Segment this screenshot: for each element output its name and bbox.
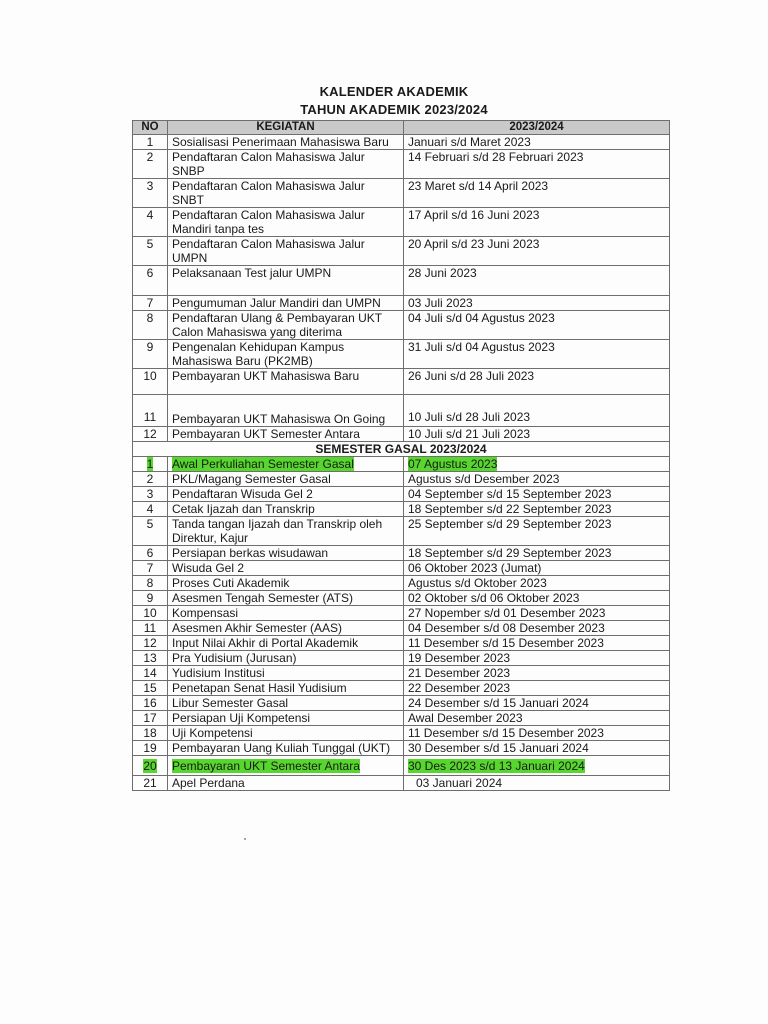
row-kegiatan: Pendaftaran Wisuda Gel 2 <box>168 487 404 502</box>
table-row <box>133 741 670 756</box>
row-tanggal: 11 Desember s/d 15 Desember 2023 <box>404 636 670 651</box>
row-no: 5 <box>133 517 168 546</box>
row-kegiatan <box>168 457 404 472</box>
row-kegiatan: Cetak Ijazah dan Transkrip <box>168 502 404 517</box>
table-row <box>133 681 670 696</box>
row-tanggal: 25 September s/d 29 September 2023 <box>404 517 670 546</box>
highlight-mark: 30 Des 2023 s/d 13 Januari 2024 <box>408 759 585 773</box>
table-row <box>133 237 670 266</box>
row-tanggal: 18 September s/d 22 September 2023 <box>404 502 670 517</box>
row-no: 12 <box>133 636 168 651</box>
row-no: 5 <box>133 237 168 266</box>
table-row <box>133 296 670 311</box>
row-no: 6 <box>133 546 168 561</box>
row-tanggal: 28 Juni 2023 <box>404 266 670 296</box>
header-kegiatan: KEGIATAN <box>168 121 404 135</box>
row-kegiatan: Pembayaran UKT Mahasiswa On Going <box>168 395 404 427</box>
table-row <box>133 150 670 179</box>
row-kegiatan: Pra Yudisium (Jurusan) <box>168 651 404 666</box>
row-kegiatan: PKL/Magang Semester Gasal <box>168 472 404 487</box>
row-no: 18 <box>133 726 168 741</box>
row-tanggal: 22 Desember 2023 <box>404 681 670 696</box>
table-row <box>133 427 670 442</box>
table-row <box>133 726 670 741</box>
row-tanggal: 10 Juli s/d 21 Juli 2023 <box>404 427 670 442</box>
row-kegiatan: Pendaftaran Calon Mahasiswa Jalur SNBT <box>168 179 404 208</box>
row-kegiatan <box>168 756 404 776</box>
row-tanggal: 04 September s/d 15 September 2023 <box>404 487 670 502</box>
group-semester-gasal <box>133 457 670 791</box>
highlight-mark: 1 <box>146 457 154 471</box>
row-kegiatan: Pembayaran Uang Kuliah Tunggal (UKT) <box>168 741 404 756</box>
table-row <box>133 776 670 791</box>
row-kegiatan: Tanda tangan Ijazah dan Transkrip oleh Direktur, Kajur <box>168 517 404 546</box>
row-tanggal: 17 April s/d 16 Juni 2023 <box>404 208 670 237</box>
row-no: 19 <box>133 741 168 756</box>
highlight-mark: 20 <box>143 759 157 773</box>
table-row <box>133 487 670 502</box>
row-tanggal: 04 Desember s/d 08 Desember 2023 <box>404 621 670 636</box>
header-period: 2023/2024 <box>404 121 670 135</box>
row-tanggal: Agustus s/d Desember 2023 <box>404 472 670 487</box>
row-kegiatan: Kompensasi <box>168 606 404 621</box>
table-row <box>133 756 670 776</box>
row-tanggal: 14 Februari s/d 28 Februari 2023 <box>404 150 670 179</box>
row-no: 8 <box>133 311 168 340</box>
row-tanggal: 06 Oktober 2023 (Jumat) <box>404 561 670 576</box>
row-kegiatan: Proses Cuti Akademik <box>168 576 404 591</box>
table-row <box>133 472 670 487</box>
row-kegiatan: Pengenalan Kehidupan Kampus Mahasiswa Baru (PK2MB) <box>168 340 404 369</box>
table-row <box>133 591 670 606</box>
row-no <box>133 756 168 776</box>
table-row <box>133 621 670 636</box>
row-kegiatan: Persiapan berkas wisudawan <box>168 546 404 561</box>
scan-speck <box>244 838 246 840</box>
row-tanggal: 30 Desember s/d 15 Januari 2024 <box>404 741 670 756</box>
table-row <box>133 696 670 711</box>
table-row <box>133 311 670 340</box>
table-row <box>133 636 670 651</box>
table-row <box>133 179 670 208</box>
row-no: 16 <box>133 696 168 711</box>
row-no <box>133 457 168 472</box>
row-no: 2 <box>133 150 168 179</box>
row-tanggal: 23 Maret s/d 14 April 2023 <box>404 179 670 208</box>
table-header-row <box>133 121 670 135</box>
row-tanggal: 31 Juli s/d 04 Agustus 2023 <box>404 340 670 369</box>
document-title: KALENDER AKADEMIK <box>319 84 469 99</box>
table-row <box>133 369 670 395</box>
row-kegiatan: Uji Kompetensi <box>168 726 404 741</box>
row-tanggal: 02 Oktober s/d 06 Oktober 2023 <box>404 591 670 606</box>
row-tanggal: 21 Desember 2023 <box>404 666 670 681</box>
table-row <box>133 546 670 561</box>
section-row <box>133 442 670 457</box>
row-kegiatan: Asesmen Akhir Semester (AAS) <box>168 621 404 636</box>
table-row <box>133 651 670 666</box>
row-kegiatan: Pembayaran UKT Mahasiswa Baru <box>168 369 404 395</box>
row-no: 13 <box>133 651 168 666</box>
row-kegiatan: Yudisium Institusi <box>168 666 404 681</box>
table-row <box>133 517 670 546</box>
row-tanggal: 11 Desember s/d 15 Desember 2023 <box>404 726 670 741</box>
table-row <box>133 502 670 517</box>
table-row <box>133 606 670 621</box>
row-no: 15 <box>133 681 168 696</box>
row-kegiatan: Persiapan Uji Kompetensi <box>168 711 404 726</box>
row-tanggal: 03 Juli 2023 <box>404 296 670 311</box>
row-kegiatan: Pendaftaran Calon Mahasiswa Jalur Mandiri tanpa tes <box>168 208 404 237</box>
row-tanggal: 04 Juli s/d 04 Agustus 2023 <box>404 311 670 340</box>
row-no: 17 <box>133 711 168 726</box>
row-tanggal <box>404 756 670 776</box>
row-no: 12 <box>133 427 168 442</box>
row-no: 4 <box>133 502 168 517</box>
row-no: 2 <box>133 472 168 487</box>
highlight-mark: Awal Perkuliahan Semester Gasal <box>172 457 354 471</box>
row-no: 7 <box>133 296 168 311</box>
row-kegiatan: Pendaftaran Calon Mahasiswa Jalur UMPN <box>168 237 404 266</box>
row-tanggal: 10 Juli s/d 28 Juli 2023 <box>404 395 670 427</box>
row-tanggal: Awal Desember 2023 <box>404 711 670 726</box>
table-row <box>133 457 670 472</box>
row-tanggal <box>404 457 670 472</box>
row-kegiatan: Wisuda Gel 2 <box>168 561 404 576</box>
row-no: 10 <box>133 369 168 395</box>
row-no: 3 <box>133 179 168 208</box>
table-row <box>133 208 670 237</box>
highlight-mark: Pembayaran UKT Semester Antara <box>172 759 360 773</box>
table-row <box>133 135 670 150</box>
row-kegiatan: Pendaftaran Ulang & Pembayaran UKT Calon Mahasiswa yang diterima <box>168 311 404 340</box>
table-row <box>133 266 670 296</box>
highlight-mark: 07 Agustus 2023 <box>408 457 498 471</box>
header-no: NO <box>133 121 168 135</box>
row-kegiatan: Libur Semester Gasal <box>168 696 404 711</box>
academic-calendar-table <box>132 120 670 791</box>
row-no: 10 <box>133 606 168 621</box>
row-kegiatan: Input Nilai Akhir di Portal Akademik <box>168 636 404 651</box>
row-tanggal: 03 Januari 2024 <box>404 776 670 791</box>
row-tanggal: Agustus s/d Oktober 2023 <box>404 576 670 591</box>
row-no: 3 <box>133 487 168 502</box>
table-row <box>133 340 670 369</box>
row-no: 9 <box>133 340 168 369</box>
row-kegiatan: Pembayaran UKT Semester Antara <box>168 427 404 442</box>
table-row <box>133 711 670 726</box>
row-kegiatan: Apel Perdana <box>168 776 404 791</box>
section-title: SEMESTER GASAL 2023/2024 <box>133 442 670 457</box>
table-row <box>133 666 670 681</box>
row-tanggal: 24 Desember s/d 15 Januari 2024 <box>404 696 670 711</box>
row-no: 9 <box>133 591 168 606</box>
table-row <box>133 576 670 591</box>
row-tanggal: 19 Desember 2023 <box>404 651 670 666</box>
row-tanggal: 27 Nopember s/d 01 Desember 2023 <box>404 606 670 621</box>
row-kegiatan: Sosialisasi Penerimaan Mahasiswa Baru <box>168 135 404 150</box>
row-tanggal: 18 September s/d 29 September 2023 <box>404 546 670 561</box>
row-kegiatan: Penetapan Senat Hasil Yudisium <box>168 681 404 696</box>
row-kegiatan: Pelaksanaan Test jalur UMPN <box>168 266 404 296</box>
row-no: 4 <box>133 208 168 237</box>
group-pmb <box>133 135 670 457</box>
row-no: 1 <box>133 135 168 150</box>
row-tanggal: 20 April s/d 23 Juni 2023 <box>404 237 670 266</box>
row-kegiatan: Asesmen Tengah Semester (ATS) <box>168 591 404 606</box>
document-subtitle: TAHUN AKADEMIK 2023/2024 <box>300 102 488 117</box>
row-no: 14 <box>133 666 168 681</box>
row-no: 6 <box>133 266 168 296</box>
row-no: 8 <box>133 576 168 591</box>
row-no: 21 <box>133 776 168 791</box>
row-kegiatan: Pendaftaran Calon Mahasiswa Jalur SNBP <box>168 150 404 179</box>
row-tanggal: 26 Juni s/d 28 Juli 2023 <box>404 369 670 395</box>
row-no: 11 <box>133 621 168 636</box>
table-row <box>133 561 670 576</box>
row-no: 11 <box>133 395 168 427</box>
row-tanggal: Januari s/d Maret 2023 <box>404 135 670 150</box>
table-row <box>133 395 670 427</box>
row-kegiatan: Pengumuman Jalur Mandiri dan UMPN <box>168 296 404 311</box>
row-no: 7 <box>133 561 168 576</box>
